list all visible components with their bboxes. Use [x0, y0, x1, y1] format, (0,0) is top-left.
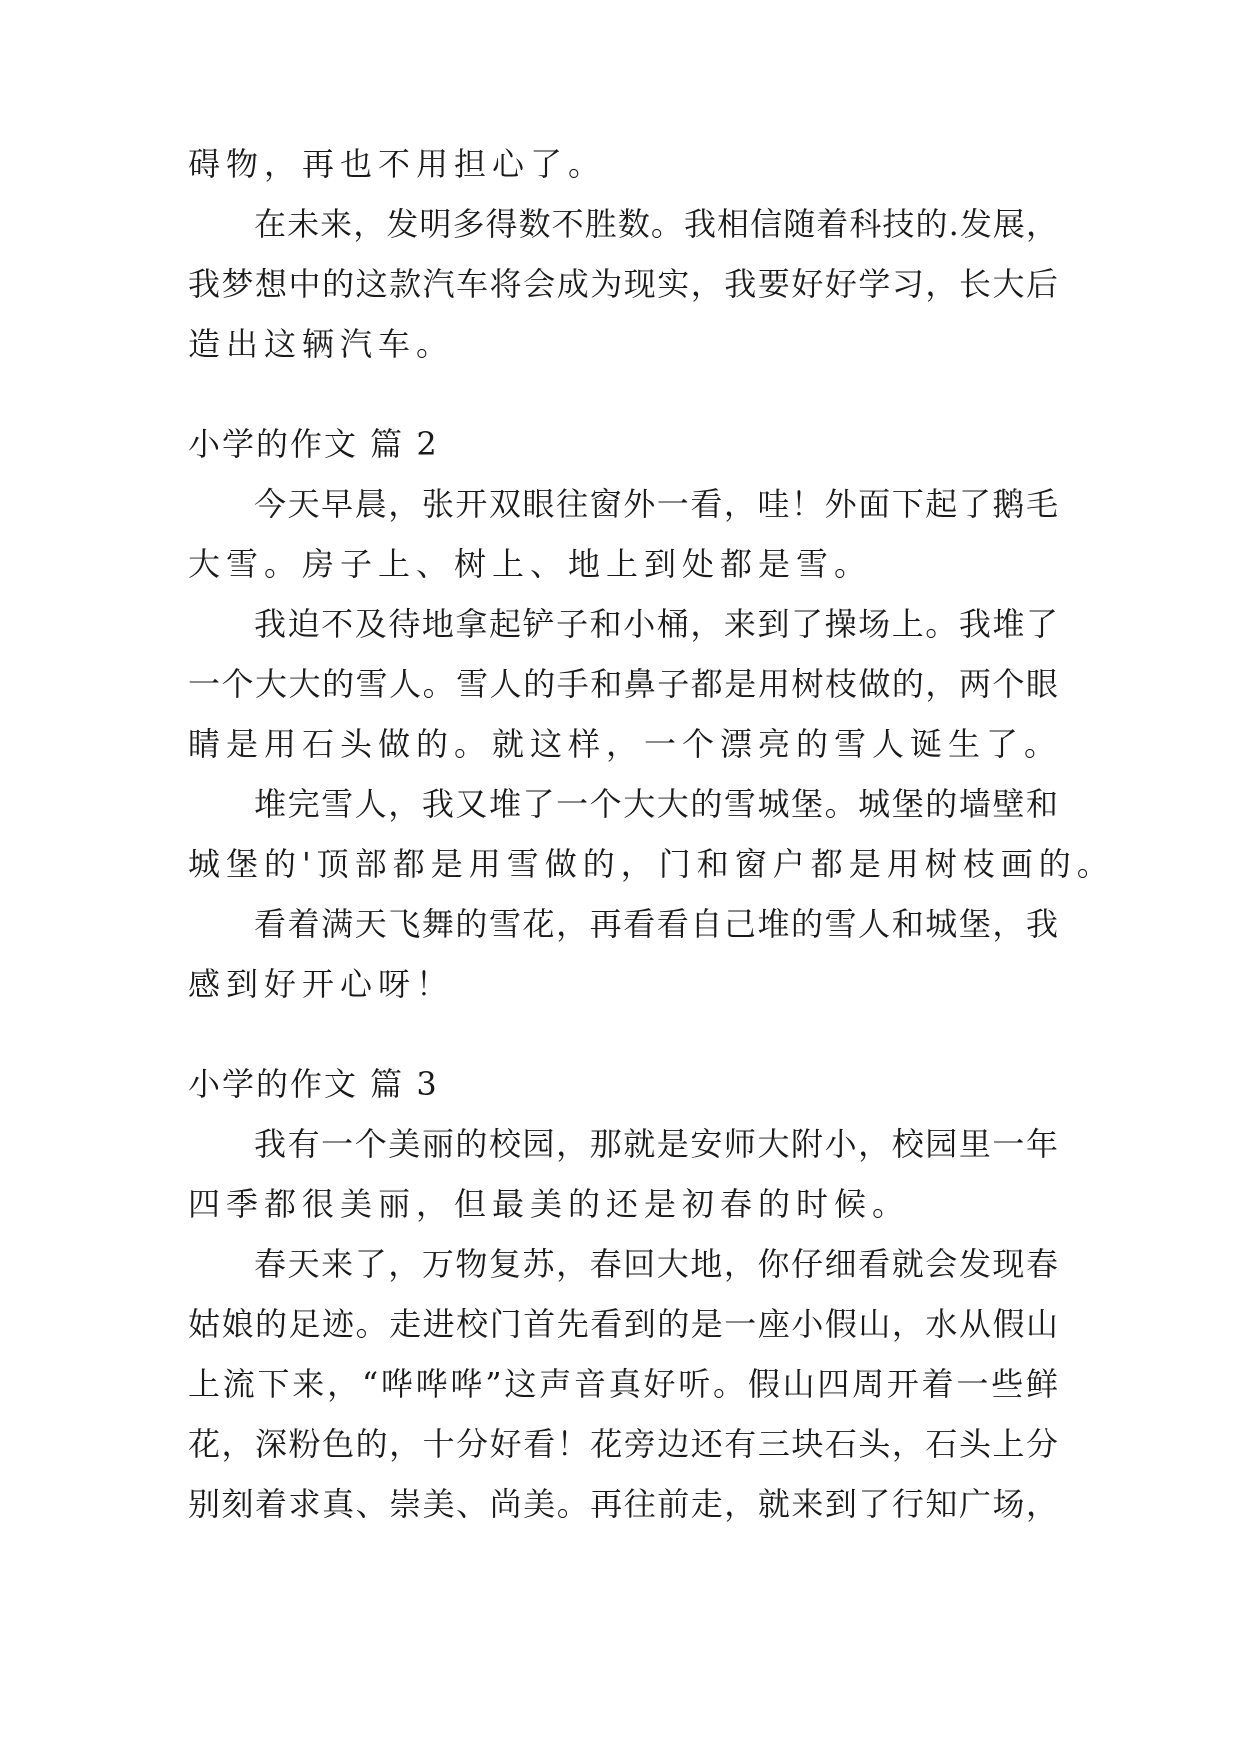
paragraph-line: 大雪。房子上、树上、地上到处都是雪。 [188, 545, 873, 583]
paragraph-line: 我有一个美丽的校园，那就是安师大附小，校园里一年 [254, 1125, 1058, 1163]
paragraph-line: 堆完雪人，我又堆了一个大大的雪城堡。城堡的墙壁和 [254, 785, 1058, 823]
paragraph-line: 姑娘的足迹。走进校门首先看到的是一座小假山，水从假山 [188, 1305, 1058, 1343]
paragraph-line: 我迫不及待地拿起铲子和小桶，来到了操场上。我堆了 [254, 605, 1058, 643]
paragraph-line: 造出这辆汽车。 [188, 325, 455, 363]
paragraph-line: 城堡的'顶部都是用雪做的，门和窗户都是用树枝画的。 [188, 845, 1115, 883]
paragraph-line: 在未来，发明多得数不胜数。我相信随着科技的.发展， [254, 205, 1058, 243]
paragraph-line: 感到好开心呀！ [188, 965, 455, 1003]
paragraph-line: 一个大大的雪人。雪人的手和鼻子都是用树枝做的，两个眼 [188, 665, 1058, 703]
paragraph-line: 四季都很美丽，但最美的还是初春的时候。 [188, 1185, 911, 1223]
section-heading: 小学的作文 篇 3 [188, 1065, 439, 1103]
paragraph-line: 碍物，再也不用担心了。 [188, 145, 607, 183]
paragraph-line: 别刻着求真、崇美、尚美。再往前走，就来到了行知广场， [188, 1485, 1058, 1523]
paragraph-line: 今天早晨，张开双眼往窗外一看，哇！外面下起了鹅毛 [254, 485, 1058, 523]
paragraph-line: 春天来了，万物复苏，春回大地，你仔细看就会发现春 [254, 1245, 1058, 1283]
paragraph-line: 花，深粉色的，十分好看！花旁边还有三块石头，石头上分 [188, 1425, 1058, 1463]
paragraph-line: 看着满天飞舞的雪花，再看看自己堆的雪人和城堡，我 [254, 905, 1058, 943]
section-heading: 小学的作文 篇 2 [188, 425, 439, 463]
paragraph-line: 睛是用石头做的。就这样，一个漂亮的雪人诞生了。 [188, 725, 1063, 763]
paragraph-line: 我梦想中的这款汽车将会成为现实，我要好好学习，长大后 [188, 265, 1058, 303]
paragraph-line: 上流下来，“哗哗哗”这声音真好听。假山四周开着一些鲜 [188, 1365, 1058, 1403]
